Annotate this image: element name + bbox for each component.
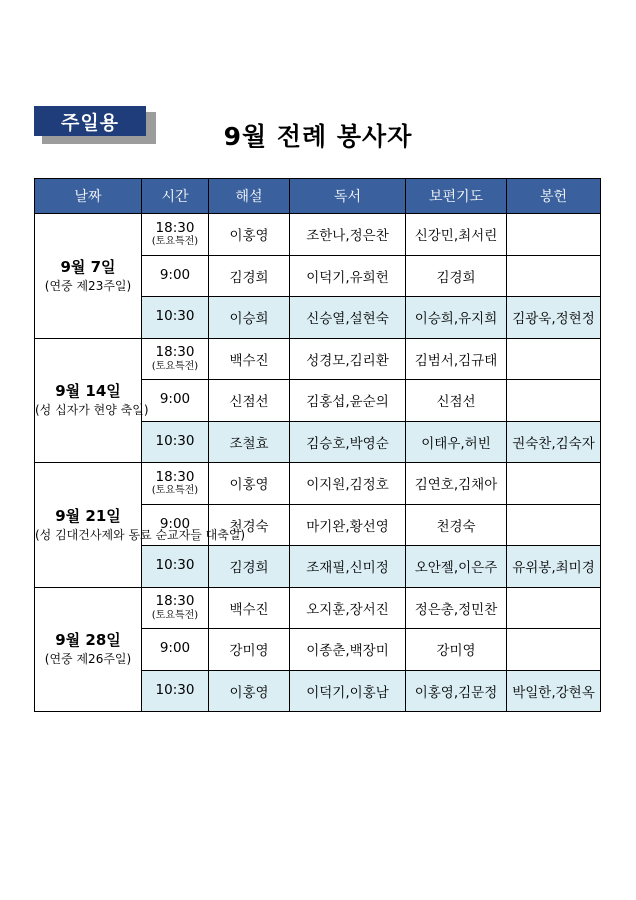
time-cell [142, 214, 209, 256]
offering-cell [507, 504, 601, 546]
date-sub: (연중 제23주일) [44, 278, 132, 293]
offering-cell [507, 380, 601, 422]
reading-cell: 김홍섭,윤순의 [290, 380, 406, 422]
prayer-cell: 김연호,김채아 [406, 463, 507, 505]
schedule-table [34, 178, 601, 712]
prayer-cell: 이승희,유지희 [406, 297, 507, 339]
header-prayer: 보편기도 [406, 179, 507, 214]
reading-cell: 신승열,설현숙 [290, 297, 406, 339]
time-cell [142, 421, 209, 463]
time-value: 18:30 [155, 593, 195, 610]
date-main: 9월 7일 [60, 257, 116, 276]
usage-badge: 주일용 [34, 106, 146, 136]
header-reading: 독서 [290, 179, 406, 214]
time-note: (토요특전) [151, 485, 199, 497]
offering-cell [507, 214, 601, 256]
time-value: 9:00 [159, 266, 191, 283]
time-value: 10:30 [155, 557, 195, 574]
commentary-cell: 김경희 [209, 255, 290, 297]
time-cell [142, 670, 209, 712]
time-value: 18:30 [155, 468, 195, 485]
time-value: 10:30 [155, 432, 195, 449]
offering-cell [507, 338, 601, 380]
header-commentary: 해설 [209, 179, 290, 214]
time-cell [142, 546, 209, 588]
prayer-cell: 김범서,김규태 [406, 338, 507, 380]
commentary-cell: 이홍영 [209, 670, 290, 712]
table-row [35, 587, 601, 629]
table-row [35, 338, 601, 380]
date-cell [35, 214, 142, 339]
offering-cell [507, 629, 601, 671]
prayer-cell: 오안젤,이은주 [406, 546, 507, 588]
time-value: 10:30 [155, 681, 195, 698]
commentary-cell: 이홍영 [209, 463, 290, 505]
time-value: 10:30 [155, 308, 195, 325]
commentary-cell: 강미영 [209, 629, 290, 671]
prayer-cell: 강미영 [406, 629, 507, 671]
reading-cell: 마기완,황선영 [290, 504, 406, 546]
reading-cell: 조한나,정은찬 [290, 214, 406, 256]
time-cell [142, 380, 209, 422]
schedule-body [35, 214, 601, 712]
time-note: (토요특전) [151, 236, 199, 248]
time-cell [142, 338, 209, 380]
page-title: 9월 전례 봉사자 [223, 122, 413, 151]
date-sub: (성 십자가 현양 축일) [35, 403, 149, 418]
reading-cell: 이덕기,이홍남 [290, 670, 406, 712]
date-sub: (성 김대건사제와 동료 순교자들 대축일) [35, 527, 246, 542]
reading-cell: 이종춘,백장미 [290, 629, 406, 671]
offering-cell: 권숙찬,김숙자 [507, 421, 601, 463]
time-cell [142, 297, 209, 339]
prayer-cell: 신강민,최서린 [406, 214, 507, 256]
commentary-cell: 신점선 [209, 380, 290, 422]
time-value: 9:00 [159, 391, 191, 408]
reading-cell: 김승호,박영순 [290, 421, 406, 463]
commentary-cell: 이홍영 [209, 214, 290, 256]
prayer-cell: 정은총,정민찬 [406, 587, 507, 629]
header-row [35, 179, 601, 214]
prayer-cell: 김경희 [406, 255, 507, 297]
reading-cell: 성경모,김리환 [290, 338, 406, 380]
reading-cell: 이덕기,유희헌 [290, 255, 406, 297]
prayer-cell: 이홍영,김문정 [406, 670, 507, 712]
offering-cell: 김광욱,정현정 [507, 297, 601, 339]
time-cell [142, 463, 209, 505]
date-cell [35, 587, 142, 712]
prayer-cell: 천경숙 [406, 504, 507, 546]
commentary-cell: 이승희 [209, 297, 290, 339]
date-main: 9월 28일 [55, 631, 121, 650]
time-cell [142, 587, 209, 629]
table-row [35, 214, 601, 256]
time-note: (토요특전) [151, 360, 199, 372]
commentary-cell: 백수진 [209, 587, 290, 629]
time-value: 18:30 [155, 344, 195, 361]
prayer-cell: 신점선 [406, 380, 507, 422]
commentary-cell: 김경희 [209, 546, 290, 588]
offering-cell: 박일한,강현옥 [507, 670, 601, 712]
time-cell [142, 629, 209, 671]
reading-cell: 조재필,신미정 [290, 546, 406, 588]
header-time: 시간 [142, 179, 209, 214]
offering-cell [507, 587, 601, 629]
prayer-cell: 이태우,허빈 [406, 421, 507, 463]
commentary-cell: 백수진 [209, 338, 290, 380]
header-date: 날짜 [35, 179, 142, 214]
date-main: 9월 14일 [55, 382, 121, 401]
commentary-cell: 조철효 [209, 421, 290, 463]
time-value: 18:30 [155, 219, 195, 236]
offering-cell [507, 255, 601, 297]
table-row [35, 463, 601, 505]
date-cell [35, 338, 149, 463]
commentary-cell: 천경숙 [209, 504, 290, 546]
time-note: (토요특전) [151, 609, 199, 621]
time-value: 9:00 [159, 640, 191, 657]
time-cell [142, 255, 209, 297]
header-offering: 봉헌 [507, 179, 601, 214]
offering-cell: 유위봉,최미경 [507, 546, 601, 588]
date-sub: (연중 제26주일) [44, 652, 132, 667]
time-value: 9:00 [159, 515, 191, 532]
reading-cell: 오지훈,장서진 [290, 587, 406, 629]
reading-cell: 이지원,김정호 [290, 463, 406, 505]
offering-cell [507, 463, 601, 505]
date-main: 9월 21일 [55, 506, 121, 525]
